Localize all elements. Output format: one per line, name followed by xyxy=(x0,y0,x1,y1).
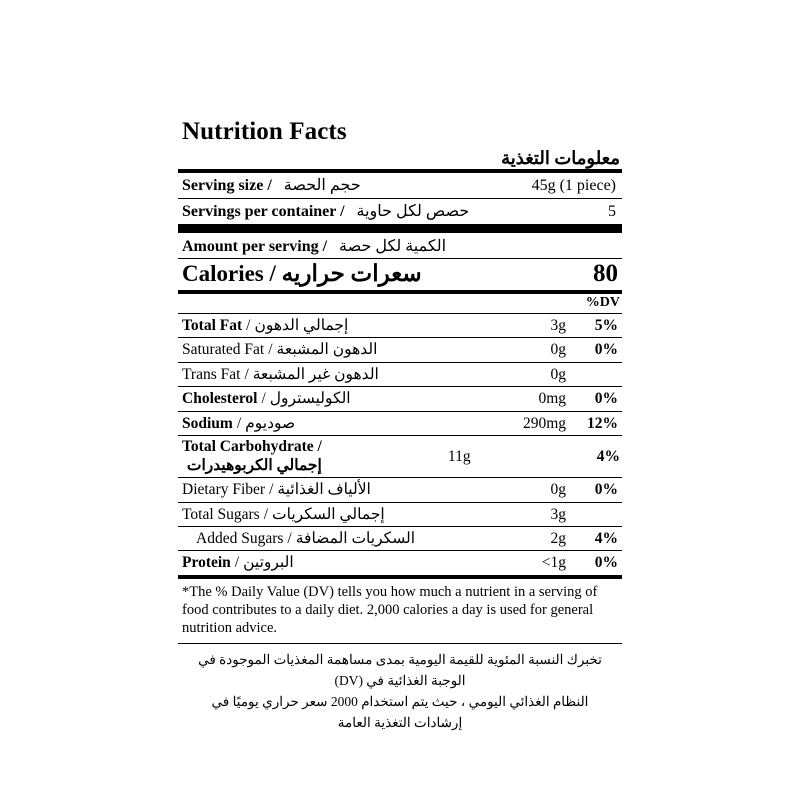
nutrient-amount: 290mg xyxy=(522,414,566,432)
amount-per-serving-row xyxy=(178,233,622,258)
nutrient-separator: / xyxy=(261,390,266,408)
nutrient-dv: 0% xyxy=(594,341,618,359)
nutrient-name-en: Total Fat xyxy=(182,317,243,335)
nutrient-amount: 0g xyxy=(550,341,566,359)
nutrient-name-en: Trans Fat xyxy=(182,365,241,383)
nutrient-name-ar: الكوليسترول xyxy=(269,390,351,408)
servings-per-container-label-en: Servings per container / xyxy=(182,203,345,221)
nutrient-amount: 3g xyxy=(550,505,566,523)
nutrient-row-cholesterol xyxy=(178,387,622,410)
nutrient-separator: / xyxy=(268,341,273,359)
footnote-ar-line-2: النظام الغذائي اليومي ، حيث يتم استخدام 2000 سعر حراري يوميًا في إرشادات التغذية العامة xyxy=(211,693,589,730)
nutrient-separator: / xyxy=(287,529,292,547)
serving-size-row xyxy=(178,173,622,198)
calories-value: 80 xyxy=(593,260,618,288)
calories-label-en: Calories / xyxy=(182,261,276,287)
nutrient-name-ar: إجمالي السكريات xyxy=(272,505,385,523)
serving-size-label-en: Serving size / xyxy=(182,177,272,195)
nutrient-row-saturated-fat xyxy=(178,338,622,361)
nutrient-separator: / xyxy=(244,365,249,383)
nutrient-separator: / xyxy=(246,317,251,335)
nutrient-dv: 4% xyxy=(596,447,620,465)
nutrient-name-en: Protein xyxy=(182,554,231,572)
nutrient-row-sodium xyxy=(178,412,622,435)
nutrient-name-ar: إجمالي الكربوهيدرات xyxy=(186,456,322,474)
serving-size-value: 45g (1 piece) xyxy=(531,177,616,195)
nutrition-facts-panel xyxy=(178,118,622,738)
calories-row xyxy=(178,259,622,290)
nutrient-name-en: Added Sugars xyxy=(196,529,284,547)
nutrient-dv: 0% xyxy=(594,481,618,499)
nutrient-separator: / xyxy=(269,481,274,499)
calories-label-ar: سعرات حراريه xyxy=(281,261,422,287)
servings-per-container-row xyxy=(178,199,622,224)
nutrient-row-total-sugars xyxy=(178,503,622,526)
divider-thick-1 xyxy=(178,224,622,233)
nutrient-amount: 3g xyxy=(550,317,566,335)
nutrient-row-added-sugars xyxy=(178,527,622,550)
daily-value-footnote-ar xyxy=(178,644,622,738)
daily-value-header: %DV xyxy=(585,295,620,311)
nutrient-name-en: Total Sugars xyxy=(182,505,260,523)
nutrient-separator: / xyxy=(236,414,242,432)
nutrient-name-ar: البروتين xyxy=(243,554,294,572)
nutrient-row-protein xyxy=(178,551,622,574)
nutrient-name-ar: الدهون غير المشبعة xyxy=(252,365,379,383)
amount-per-serving-label-en: Amount per serving / xyxy=(182,238,328,256)
nutrient-dv: 12% xyxy=(587,414,618,432)
nutrient-name-en: Sodium xyxy=(182,414,233,432)
nutrient-row-total-carbohydrate xyxy=(178,436,622,477)
nutrient-amount: 0g xyxy=(550,481,566,499)
nutrient-name-en: Saturated Fat xyxy=(182,341,265,359)
nutrient-name-ar: السكريات المضافة xyxy=(295,529,416,547)
servings-per-container-label-ar: حصص لكل حاوية xyxy=(356,203,470,221)
nutrient-amount: 0g xyxy=(550,365,566,383)
nutrient-name-ar: إجمالي الدهون xyxy=(254,317,349,335)
nutrient-amount: 11g xyxy=(447,447,471,465)
nutrient-amount: 0mg xyxy=(538,390,566,408)
nutrient-amount: <1g xyxy=(541,554,566,572)
nutrient-separator: / xyxy=(263,505,269,523)
nutrient-dv: 0% xyxy=(594,390,618,408)
nutrient-row-trans-fat xyxy=(178,363,622,386)
footnote-ar-line-1: تخبرك النسبة المئوية للقيمة اليومية بمدى مساهمة المغذيات الموجودة في الوجبة الغذائية في (DV) xyxy=(198,652,602,688)
servings-per-container-value: 5 xyxy=(608,203,616,221)
amount-per-serving-label-ar: الكمية لكل حصة xyxy=(339,238,447,256)
nutrient-name-ar: الدهون المشبعة xyxy=(276,341,378,359)
nutrient-name-en: Total Carbohydrate / xyxy=(182,437,322,455)
nutrient-dv: 0% xyxy=(594,554,618,572)
page-title: Nutrition Facts xyxy=(182,118,347,145)
serving-size-label-ar: حجم الحصة xyxy=(283,177,361,195)
page-title-arabic: معلومات التغذية xyxy=(501,147,620,168)
nutrient-name-ar: صوديوم xyxy=(245,414,296,432)
nutrient-dv: 5% xyxy=(594,317,618,335)
nutrient-name-en: Dietary Fiber xyxy=(182,481,266,499)
nutrient-dv: 4% xyxy=(594,529,618,547)
nutrient-row-dietary-fiber xyxy=(178,478,622,501)
nutrient-name-ar: الألياف الغذائية xyxy=(277,481,371,499)
nutrient-row-total-fat xyxy=(178,314,622,337)
nutrient-amount: 2g xyxy=(550,529,566,547)
nutrient-name-en: Cholesterol xyxy=(182,390,258,408)
daily-value-footnote-en: *The % Daily Value (DV) tells you how much a nutrient in a serving of food contributes to a daily diet. 2,000 calories a day is used for general nutrition advice. xyxy=(182,583,598,636)
nutrient-separator: / xyxy=(234,554,240,572)
